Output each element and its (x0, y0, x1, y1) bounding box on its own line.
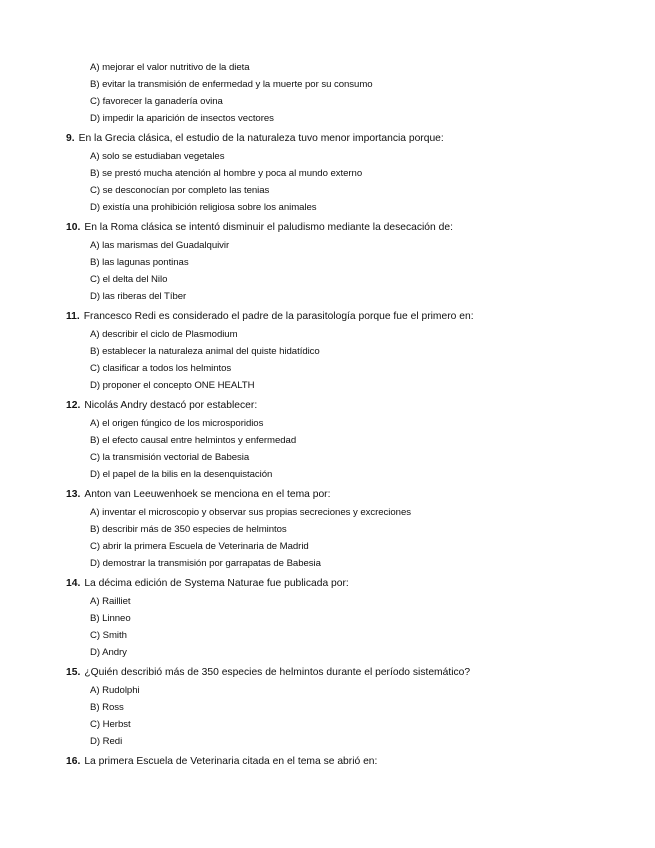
question-number: 15. (66, 667, 81, 678)
question-heading (66, 130, 615, 148)
quiz-content (66, 59, 615, 771)
question-heading (66, 486, 615, 504)
option-text: C) Smith (90, 630, 127, 641)
option-text: C) clasificar a todos los helmintos (90, 363, 232, 374)
option-text: B) se prestó mucha atención al hombre y poca al mundo externo (90, 168, 363, 179)
option-text: A) mejorar el valor nutritivo de la dieta (90, 62, 250, 73)
option-text: C) la transmisión vectorial de Babesia (90, 452, 250, 463)
option-text: A) Rudolphi (90, 685, 140, 696)
question-text: La primera Escuela de Veterinaria citada en el tema se abrió en: (84, 756, 378, 767)
option-text: C) se desconocían por completo las tenias (90, 185, 270, 196)
option-text: D) Andry (90, 647, 127, 658)
option-text: D) demostrar la transmisión por garrapatas de Babesia (90, 558, 321, 569)
question-text: Francesco Redi es considerado el padre de la parasitología porque fue el primero en: (83, 311, 474, 322)
option-text: D) proponer el concepto ONE HEALTH (90, 380, 255, 391)
question-heading (66, 753, 615, 771)
option-text: C) favorecer la ganadería ovina (90, 96, 223, 107)
question-heading (66, 219, 615, 237)
option-text: A) solo se estudiaban vegetales (90, 151, 225, 162)
option-text: A) describir el ciclo de Plasmodium (90, 329, 238, 340)
option-text: B) las lagunas pontinas (90, 257, 189, 268)
option-text: B) establecer la naturaleza animal del quiste hidatídico (90, 346, 320, 357)
question-heading (66, 308, 615, 326)
question-text: La décima edición de Systema Naturae fue publicada por: (84, 578, 349, 589)
option-text: D) existía una prohibición religiosa sobre los animales (90, 202, 317, 213)
option-text: D) Redi (90, 736, 123, 747)
option-text: C) abrir la primera Escuela de Veterinaria de Madrid (90, 541, 309, 552)
question-heading (66, 664, 615, 682)
option-text: B) Ross (90, 702, 124, 713)
question-text: Anton van Leeuwenhoek se menciona en el tema por: (84, 489, 331, 500)
question-block (66, 753, 615, 771)
question-number: 11. (66, 311, 80, 322)
question-heading (66, 575, 615, 593)
question-text: En la Grecia clásica, el estudio de la naturaleza tuvo menor importancia porque: (78, 133, 444, 144)
question-block (66, 308, 615, 394)
question-text: En la Roma clásica se intentó disminuir el paludismo mediante la desecación de: (84, 222, 453, 233)
question-block (66, 219, 615, 305)
option-text: B) Linneo (90, 613, 131, 624)
question-block (66, 130, 615, 216)
question-number: 13. (66, 489, 81, 500)
question-number: 10. (66, 222, 81, 233)
question-heading (66, 397, 615, 415)
question-text: Nicolás Andry destacó por establecer: (84, 400, 258, 411)
option-text: D) las riberas del Tíber (90, 291, 187, 302)
question-number: 9. (66, 133, 75, 144)
option-text: C) Herbst (90, 719, 131, 730)
option-text: D) el papel de la bilis en la desenquistación (90, 469, 273, 480)
option-text: B) evitar la transmisión de enfermedad y la muerte por su consumo (90, 79, 373, 90)
option-text: B) describir más de 350 especies de helmintos (90, 524, 287, 535)
question-block (66, 486, 615, 572)
option-text: D) impedir la aparición de insectos vectores (90, 113, 274, 124)
continued-option-list (66, 59, 615, 127)
option-text: A) las marismas del Guadalquivir (90, 240, 230, 251)
question-block (66, 664, 615, 750)
question-text: ¿Quién describió más de 350 especies de helmintos durante el período sistemático? (84, 667, 471, 678)
question-number: 14. (66, 578, 81, 589)
option-text: A) el origen fúngico de los microsporidios (90, 418, 264, 429)
question-number: 12. (66, 400, 81, 411)
option-text: C) el delta del Nilo (90, 274, 168, 285)
question-block (66, 575, 615, 661)
question-number: 16. (66, 756, 81, 767)
option-text: B) el efecto causal entre helmintos y enfermedad (90, 435, 297, 446)
question-block (66, 397, 615, 483)
option-text: A) inventar el microscopio y observar sus propias secreciones y excreciones (90, 507, 411, 518)
option-text: A) Railliet (90, 596, 131, 607)
